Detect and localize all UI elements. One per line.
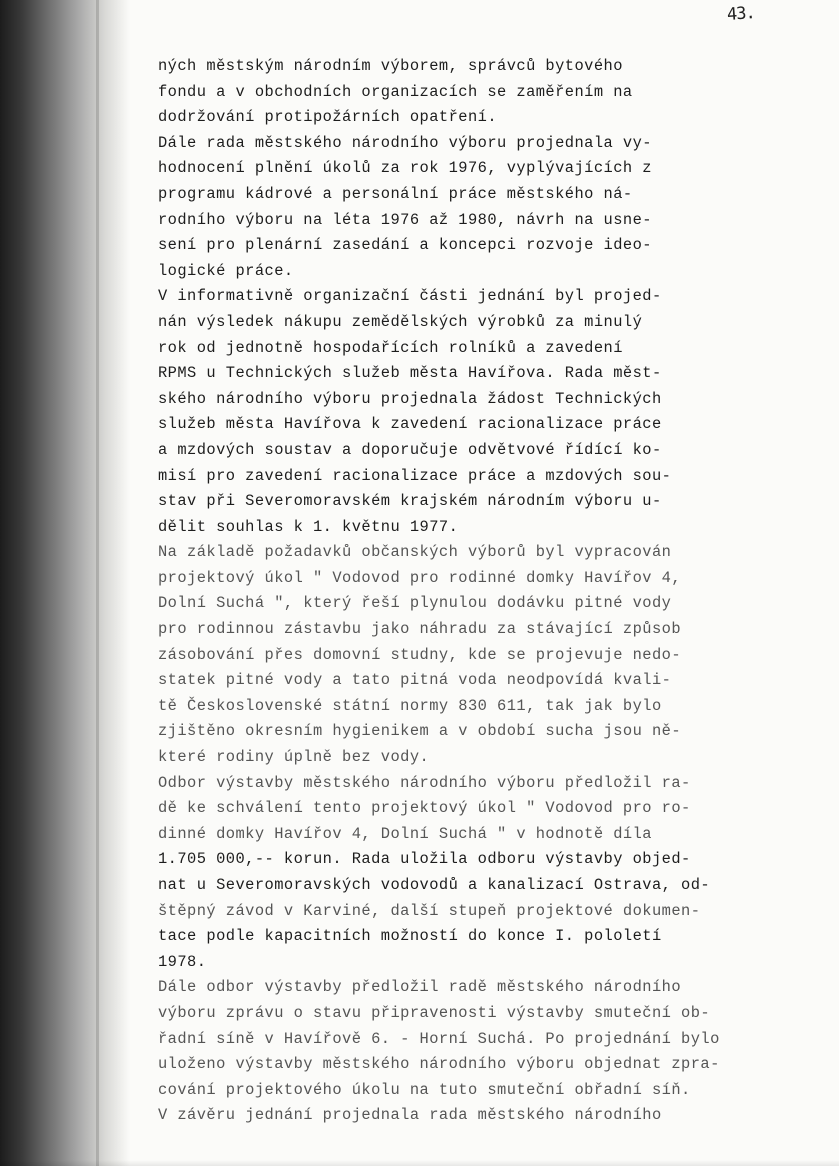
- text-line: logické práce.: [158, 261, 294, 280]
- page-number: 43.: [726, 3, 756, 25]
- text-line: uloženo výstavby městského národního výboru objednat zpra-: [158, 1055, 720, 1074]
- typescript-body: [158, 54, 758, 1129]
- text-line: zásobování přes domovní studny, kde se projevuje nedo-: [158, 645, 682, 664]
- text-line: Dolní Suchá ", který řeší plynulou dodávku pitné vody: [158, 594, 672, 613]
- text-line: a mzdových soustav a doporučuje odvětvové řídící ko-: [158, 440, 662, 459]
- text-line: Odbor výstavby městského národního výboru předložil ra-: [158, 773, 691, 792]
- text-line: statek pitné vody a tato pitná voda neodpovídá kvali-: [158, 671, 672, 690]
- binding-shadow: [0, 0, 130, 1166]
- text-line: hodnocení plnění úkolů za rok 1976, vyplývajících z: [158, 159, 652, 178]
- text-line: nán výsledek nákupu zemědělských výrobků za minulý: [158, 312, 643, 331]
- text-line: zjištěno okresním hygienikem a v období sucha jsou ně-: [158, 722, 682, 741]
- text-line: řadní síně v Havířově 6. - Horní Suchá. Po projednání bylo: [158, 1029, 720, 1048]
- text-line: rodního výboru na léta 1976 až 1980, návrh na usne-: [158, 210, 652, 229]
- text-line: nat u Severomoravských vodovodů a kanalizací Ostrava, od-: [158, 876, 711, 894]
- text-line: výboru zprávu o stavu připravenosti výstavby smuteční ob-: [158, 1003, 711, 1022]
- text-line: Na základě požadavků občanských výborů byl vypracován: [158, 543, 672, 562]
- text-line: RPMS u Technických služeb města Havířova. Rada měst-: [158, 364, 662, 383]
- text-line: štěpný závod v Karviné, další stupeň projektové dokumen-: [158, 901, 701, 920]
- text-line: projektový úkol " Vodovod pro rodinné domky Havířov 4,: [158, 568, 682, 587]
- text-line: pro rodinnou zástavbu jako náhradu za stávající způsob: [158, 620, 682, 639]
- text-line: tace podle kapacitních možností do konce I. pololetí: [158, 927, 662, 946]
- text-line: dinné domky Havířov 4, Dolní Suchá " v hodnotě díla: [158, 824, 652, 843]
- text-line: 1978.: [158, 952, 207, 971]
- text-line: tě Československé státní normy 830 611, tak jak bylo: [158, 696, 662, 715]
- text-line: V závěru jednání projednala rada městského národního: [158, 1106, 662, 1125]
- text-line: služeb města Havířova k zavedení racionalizace práce: [158, 415, 662, 434]
- text-line: programu kádrové a personální práce městského ná-: [158, 184, 633, 203]
- text-line: rok od jednotně hospodařících rolníků a zavedení: [158, 338, 623, 357]
- text-line: dodržování protipožárních opatření.: [158, 108, 498, 127]
- text-line: dělit souhlas k 1. květnu 1977.: [158, 517, 459, 536]
- text-line: dě ke schválení tento projektový úkol " Vodovod pro ro-: [158, 799, 691, 818]
- text-line: cování projektového úkolu na tuto smuteční obřadní síň.: [158, 1080, 691, 1099]
- text-line: V informativně organizační části jednání byl projed-: [158, 287, 662, 306]
- text-line: misí pro zavedení racionalizace práce a mzdových sou-: [158, 466, 672, 485]
- text-line: ského národního výboru projednala žádost Technických: [158, 389, 662, 408]
- text-line: 1.705 000,-- korun. Rada uložila odboru výstavby objed-: [158, 850, 691, 869]
- text-line: které rodiny úplně bez vody.: [158, 748, 430, 767]
- text-line: Dále odbor výstavby předložil radě městského národního: [158, 978, 682, 997]
- text-line: ných městským národním výborem, správců bytového: [158, 57, 623, 75]
- text-line: Dále rada městského národního výboru projednala vy-: [158, 133, 652, 152]
- bottom-edge-shadow: [0, 1160, 839, 1166]
- text-line: fondu a v obchodních organizacích se zaměřením na: [158, 82, 633, 101]
- text-line: sení pro plenární zasedání a koncepci rozvoje ideo-: [158, 236, 652, 255]
- binding-spine: [96, 0, 99, 1166]
- text-line: stav při Severomoravském krajském národním výboru u-: [158, 492, 662, 511]
